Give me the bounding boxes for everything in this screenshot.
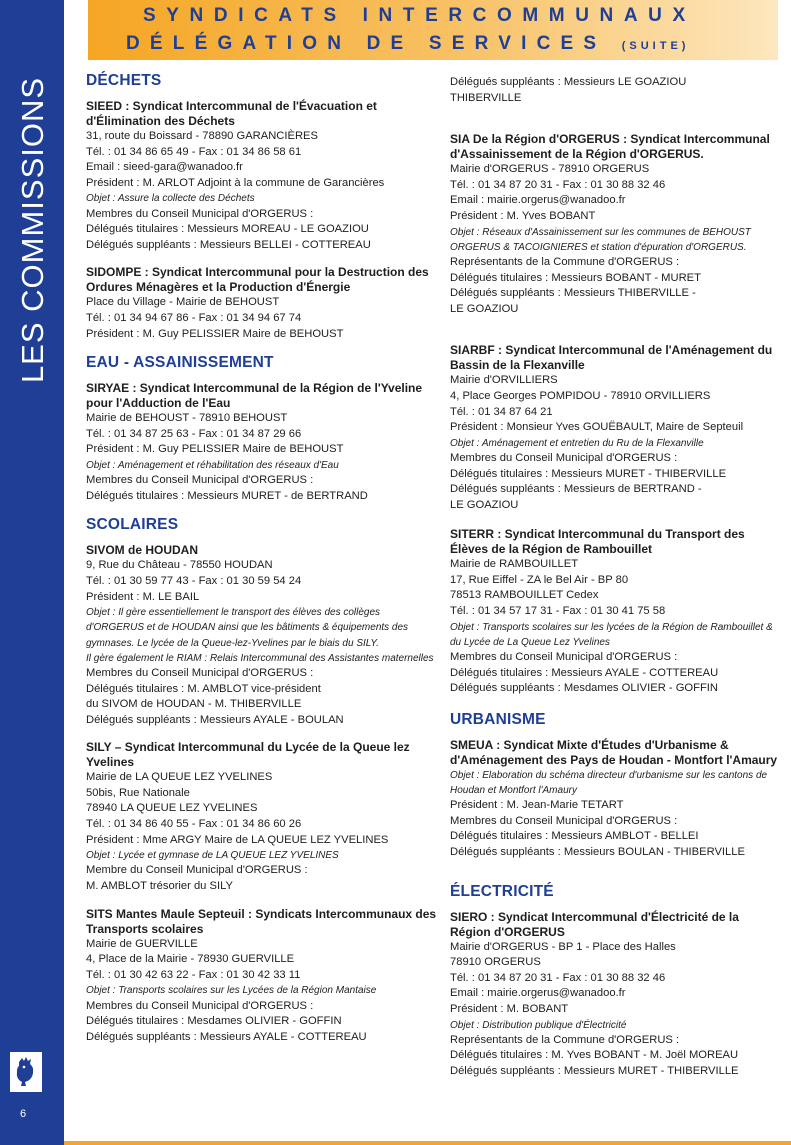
- left-column: [86, 72, 438, 1057]
- entry-sivom: [86, 543, 438, 728]
- address: Mairie de BEHOUST - 78910 BEHOUST: [86, 412, 288, 425]
- phone-fax: Tél. : 01 34 94 67 86 - Fax : 01 34 94 67 74: [86, 311, 302, 324]
- delegues-titulaires: Délégués titulaires : Messieurs MURET - de BERTRAND: [86, 489, 368, 502]
- entry-sia: [450, 132, 780, 317]
- president: Président : Monsieur Yves GOUËBAULT, Maire de Septeuil: [450, 421, 744, 434]
- president: Président : M. BOBANT: [450, 1003, 569, 1016]
- sidebar-title: LES COMMISSIONS: [15, 76, 50, 384]
- delegues-titulaires-cont: du SIVOM de HOUDAN - M. THIBERVILLE: [86, 698, 302, 711]
- objet: Objet : Lycée et gymnase de LA QUEUE LEZ YVELINES: [86, 850, 339, 862]
- phone-fax: Tél. : 01 30 42 63 22 - Fax : 01 30 42 33 11: [86, 968, 301, 981]
- phone-fax: Tél. : 01 30 59 77 43 - Fax : 01 30 59 54 24: [86, 574, 302, 587]
- address-street: 4, Place de la Mairie - 78930 GUERVILLE: [86, 953, 295, 966]
- entry-siterr: [450, 527, 780, 697]
- delegues-suppleants-cont: LE GOAZIOU: [450, 302, 519, 315]
- entry-title: SIVOM de HOUDAN: [86, 543, 199, 558]
- entry-title: SIRYAE : Syndicat Intercommunal de la Région de l'Yveline pour l'Adduction de l'Eau: [86, 381, 423, 411]
- address-city: 78910 ORGERUS: [450, 956, 541, 969]
- objet: Objet : Aménagement et réhabilitation des réseaux d'Eau: [86, 459, 339, 471]
- president: Président : Mme ARGY Maire de LA QUEUE LEZ YVELINES: [86, 833, 389, 846]
- entry-title: SIERO : Syndicat Intercommunal d'Électricité de la Région d'ORGERUS: [450, 909, 739, 939]
- phone-fax: Tél. : 01 34 86 65 49 - Fax : 01 34 86 58 61: [86, 145, 302, 158]
- address: Mairie de GUERVILLE: [86, 937, 198, 950]
- address: Mairie de RAMBOUILLET: [450, 558, 579, 571]
- objet: Objet : Assure la collecte des Déchets: [86, 193, 255, 205]
- section-title-urbanisme: URBANISME: [450, 710, 546, 728]
- president: Président : M. Guy PELISSIER Maire de BEHOUST: [86, 327, 344, 340]
- delegues-suppleants: Délégués suppléants : Messieurs MURET - THIBERVILLE: [450, 1065, 739, 1077]
- president: Président : M. Guy PELISSIER Maire de BEHOUST: [86, 443, 344, 456]
- address-street: 17, Rue Eiffel - ZA le Bel Air - BP 80: [450, 573, 629, 586]
- address: Mairie d'ORGERUS - BP 1 - Place des Halles: [450, 940, 676, 953]
- delegues-suppleants: Délégués suppléants : Messieurs AYALE - COTTEREAU: [86, 1030, 367, 1043]
- members: Membres du Conseil Municipal d'ORGERUS :: [86, 999, 314, 1012]
- delegues-suppleants: Délégués suppléants : Messieurs LE GOAZIOU: [450, 76, 687, 88]
- entry-title: SIEED : Syndicat Intercommunal de l'Évacuation et d'Élimination des Déchets: [86, 99, 377, 128]
- phone-fax: Tél. : 01 34 86 40 55 - Fax : 01 34 86 60 26: [86, 818, 302, 831]
- section-title-dechets: DÉCHETS: [86, 72, 162, 89]
- entry-sits: [86, 907, 438, 1046]
- email: Email : mairie.orgerus@wanadoo.fr: [450, 194, 626, 207]
- address: Mairie d'ORVILLIERS: [450, 374, 558, 387]
- page-number: 6: [20, 1108, 27, 1120]
- right-column: [450, 75, 780, 1092]
- members: Membres du Conseil Municipal d'ORGERUS :: [450, 451, 678, 464]
- delegues-titulaires: Délégués titulaires : Messieurs MOREAU - LE GOAZIOU: [86, 223, 369, 236]
- sidebar: [0, 0, 64, 1145]
- banner-title-line2-text: DÉLÉGATION DE SERVICES: [126, 33, 607, 54]
- representants: Représentants de la Commune d'ORGERUS :: [450, 255, 680, 268]
- email: Email : mairie.orgerus@wanadoo.fr: [450, 987, 626, 1000]
- entry-sidompe: [86, 265, 438, 342]
- address: Mairie d'ORGERUS - 78910 ORGERUS: [450, 163, 650, 176]
- members: Membres du Conseil Municipal d'ORGERUS :: [450, 651, 678, 664]
- address: Place du Village - Mairie de BEHOUST: [86, 296, 280, 309]
- members: Membre du Conseil Municipal d'ORGERUS :: [86, 864, 308, 877]
- header-banner: [88, 0, 778, 60]
- president: Président : M. LE BAIL: [86, 590, 200, 603]
- delegues-suppleants: Délégués suppléants : Messieurs de BERTRAND -: [450, 483, 702, 496]
- delegues-suppleants-cont: THIBERVILLE: [450, 91, 522, 104]
- entry-title: SITERR : Syndicat Intercommunal du Transport des Élèves de la Région de Rambouillet: [450, 527, 745, 557]
- delegues-suppleants: Délégués suppléants : Messieurs BELLEI - COTTEREAU: [86, 238, 371, 251]
- president: Président : M. Yves BOBANT: [450, 209, 596, 222]
- phone-fax: Tél. : 01 34 87 25 63 - Fax : 01 34 87 29 66: [86, 427, 302, 440]
- bottom-accent-bar: [64, 1141, 791, 1145]
- delegues-suppleants: Délégués suppléants : Messieurs AYALE - BOULAN: [86, 713, 344, 726]
- section-title-electricite: ÉLECTRICITÉ: [450, 882, 554, 900]
- banner-title-line1: SYNDICATS INTERCOMMUNAUX: [143, 5, 696, 26]
- entry-title: SIA De la Région d'ORGERUS : Syndicat Intercommunal d'Assainissement de la Région d'ORGERUS.: [450, 132, 770, 162]
- banner-suite-label: (SUITE): [621, 40, 690, 52]
- members: Membres du Conseil Municipal d'ORGERUS :: [450, 814, 678, 827]
- delegues-suppleants-cont: LE GOAZIOU: [450, 498, 519, 511]
- objet: Objet : Réseaux d'Assainissement sur les communes de BEHOUST ORGERUS & TACOIGNIERES et station d'épuration d'ORGERUS.: [450, 226, 751, 253]
- address-city: 78513 RAMBOUILLET Cedex: [450, 589, 599, 602]
- objet: Objet : Elaboration du schéma directeur d'urbanisme sur les cantons de Houdan et Montfort l'Amaury: [450, 769, 768, 797]
- entry-siryae: [86, 381, 438, 504]
- delegues-titulaires: Délégués titulaires : M. Yves BOBANT - M. Joël MOREAU: [450, 1049, 739, 1062]
- members: Membres du Conseil Municipal d'ORGERUS :: [86, 666, 314, 679]
- delegues-titulaires: Délégués titulaires : Messieurs BOBANT - MURET: [450, 271, 701, 284]
- address-street: 4, Place Georges POMPIDOU - 78910 ORVILLIERS: [450, 389, 711, 402]
- rooster-emblem-icon: [10, 1052, 42, 1092]
- address: 31, route du Boissard - 78890 GARANCIÈRES: [86, 130, 318, 142]
- delegues-titulaires: Délégués titulaires : M. AMBLOT vice-président: [86, 682, 321, 695]
- objet: Objet : Distribution publique d'Électricité: [450, 1019, 627, 1031]
- entry-siero: [450, 910, 780, 1080]
- delegues-titulaires: Délégués titulaires : Messieurs AYALE - COTTEREAU: [450, 666, 719, 679]
- president: Président : M. ARLOT Adjoint à la commune de Garancières: [86, 176, 385, 189]
- delegues-suppleants: Délégués suppléants : Messieurs BOULAN - THIBERVILLE: [450, 846, 745, 859]
- phone-fax: Tél. : 01 34 57 17 31 - Fax : 01 30 41 75 58: [450, 605, 666, 618]
- representants: Représentants de la Commune d'ORGERUS :: [450, 1033, 680, 1046]
- entry-title: SMEUA : Syndicat Mixte d'Études d'Urbanisme & d'Aménagement des Pays de Houdan - Montfort l'Amaury: [450, 737, 778, 767]
- objet: Objet : Aménagement et entretien du Ru de la Flexanville: [450, 437, 704, 449]
- objet: Objet : Il gère essentiellement le transport des élèves des collèges d'ORGERUS et de HOUDAN ainsi que les bâtiments & équipements des gymnases. Le lycée de la Queue-lez-Yvelines par le biais du SILY.: [86, 607, 409, 649]
- address: 9, Rue du Château - 78550 HOUDAN: [86, 559, 273, 572]
- delegues-titulaires: Délégués titulaires : Mesdames OLIVIER - GOFFIN: [86, 1015, 342, 1028]
- email: Email : sieed-gara@wanadoo.fr: [86, 161, 243, 174]
- entry-sieed: [86, 99, 438, 253]
- entry-smeua: [450, 738, 780, 861]
- member-role: M. AMBLOT trésorier du SILY: [86, 880, 233, 893]
- entry-sily: [86, 740, 438, 894]
- phone-fax: Tél. : 01 34 87 20 31 - Fax : 01 30 88 32 46: [450, 178, 666, 191]
- delegues-titulaires: Délégués titulaires : Messieurs MURET - THIBERVILLE: [450, 467, 727, 480]
- banner-title-line2: [126, 33, 689, 55]
- entry-title: SILY – Syndicat Intercommunal du Lycée de la Queue lez Yvelines: [86, 740, 410, 770]
- section-title-scolaires: SCOLAIRES: [86, 516, 179, 534]
- phone-fax: Tél. : 01 34 87 20 31 - Fax : 01 30 88 32 46: [450, 971, 666, 984]
- address-street: 50bis, Rue Nationale: [86, 786, 190, 799]
- objet: Objet : Transports scolaires sur les Lycées de la Région Mantaise: [86, 985, 377, 997]
- members: Membres du Conseil Municipal d'ORGERUS :: [86, 474, 314, 487]
- entry-title: SIDOMPE : Syndicat Intercommunal pour la Destruction des Ordures Ménagères et la Production d'Énergie: [86, 265, 429, 295]
- address-city: 78940 LA QUEUE LEZ YVELINES: [86, 802, 258, 815]
- entry-siarbf: [450, 343, 780, 513]
- address: Mairie de LA QUEUE LEZ YVELINES: [86, 771, 273, 784]
- entry-title: SIARBF : Syndicat Intercommunal de l'Aménagement du Bassin de la Flexanville: [450, 343, 773, 373]
- entry-sidompe-continued: [450, 75, 780, 106]
- phone: Tél. : 01 34 87 64 21: [450, 405, 553, 418]
- president: Président : M. Jean-Marie TETART: [450, 799, 624, 812]
- entry-title: SITS Mantes Maule Septeuil : Syndicats Intercommunaux des Transports scolaires: [86, 906, 437, 936]
- members: Membres du Conseil Municipal d'ORGERUS :: [86, 207, 314, 220]
- delegues-titulaires: Délégués titulaires : Messieurs AMBLOT - BELLEI: [450, 830, 699, 843]
- section-title-eau: EAU - ASSAINISSEMENT: [86, 354, 274, 372]
- objet: Objet : Transports scolaires sur les lycées de la Région de Rambouillet & du Lycée de La Queue Lez Yvelines: [450, 621, 773, 648]
- delegues-suppleants: Délégués suppléants : Messieurs THIBERVILLE -: [450, 287, 696, 300]
- objet-riam: Il gère également le RIAM : Relais Intercommunal des Assistantes maternelles: [86, 652, 434, 664]
- delegues-suppleants: Délégués suppléants : Mesdames OLIVIER - GOFFIN: [450, 682, 718, 695]
